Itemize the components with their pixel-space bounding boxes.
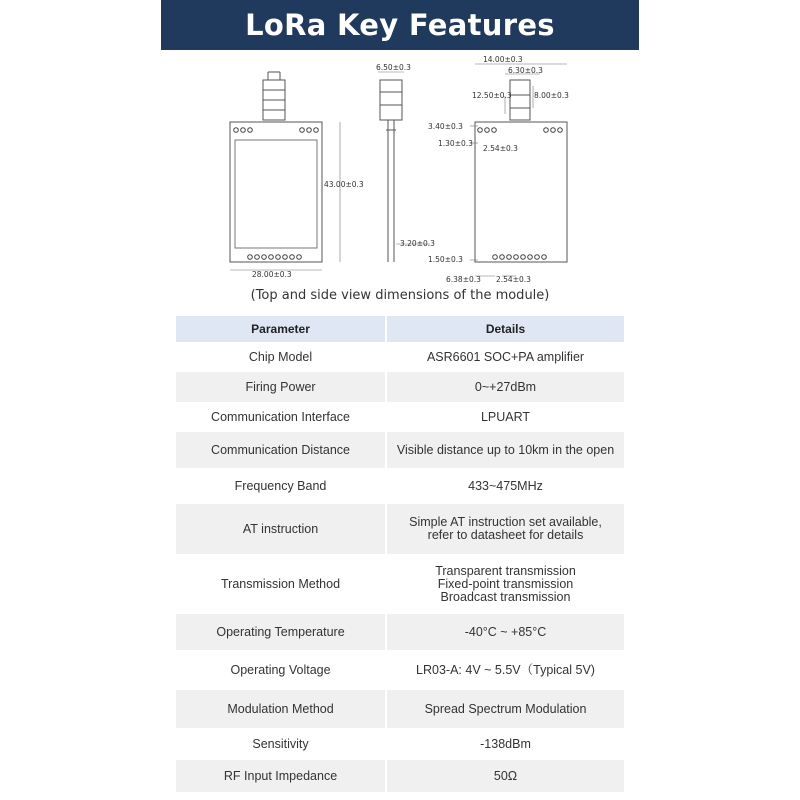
dim-top-height: 43.00±0.3 xyxy=(324,180,364,189)
dim-antenna-base: 8.00±0.3 xyxy=(534,91,569,100)
module-back-outline xyxy=(475,122,567,262)
table-row xyxy=(176,650,624,690)
table-row xyxy=(176,614,624,650)
page-title: LoRa Key Features xyxy=(245,8,555,42)
dim-bottom-left-offset: 6.38±0.3 xyxy=(446,275,481,284)
details-cell: ASR6601 SOC+PA amplifier xyxy=(426,349,585,364)
parameter-cell: Modulation Method xyxy=(227,701,334,716)
dim-side-width: 6.50±0.3 xyxy=(376,63,411,72)
details-cell: 50Ω xyxy=(493,768,518,783)
details-cell: 0~+27dBm xyxy=(474,379,537,394)
details-cell: Spread Spectrum Modulation xyxy=(424,701,587,716)
parameter-cell: Frequency Band xyxy=(234,478,327,493)
header-details: Details xyxy=(485,321,526,336)
side-antenna xyxy=(380,80,402,120)
dim-top-width: 28.00±0.3 xyxy=(252,270,292,279)
dim-bottom-pin-offset: 1.50±0.3 xyxy=(428,255,463,264)
dim-antenna-height: 12.50±0.3 xyxy=(472,91,512,100)
module-top-outline xyxy=(230,122,322,262)
parameter-cell: Sensitivity xyxy=(252,736,309,751)
parameter-cell: Operating Temperature xyxy=(216,624,345,639)
table-row xyxy=(176,554,624,614)
dim-back-width: 14.00±0.3 xyxy=(483,55,523,64)
table-row xyxy=(176,342,624,372)
dim-antenna-dia: 6.30±0.3 xyxy=(508,66,543,75)
table-row xyxy=(176,372,624,402)
details-cell: 433~475MHz xyxy=(468,478,543,493)
table-row xyxy=(176,504,624,554)
details-cell: LPUART xyxy=(480,409,531,424)
table-row xyxy=(176,728,624,760)
table-row xyxy=(176,690,624,728)
parameter-cell: Operating Voltage xyxy=(230,662,331,677)
dim-pin-offset-top: 3.40±0.3 xyxy=(428,122,463,131)
parameter-cell: Communication Interface xyxy=(211,409,350,424)
parameter-cell: RF Input Impedance xyxy=(223,768,338,783)
table-row xyxy=(176,468,624,504)
module-dimension-drawing xyxy=(0,50,800,288)
parameter-cell: Firing Power xyxy=(245,379,316,394)
dimension-svg xyxy=(0,50,800,288)
table-header-row xyxy=(176,316,624,342)
parameter-cell: Communication Distance xyxy=(211,442,350,457)
parameter-cell: AT instruction xyxy=(242,521,319,536)
dim-pin-row-offset: 1.30±0.3 xyxy=(438,139,473,148)
drawing-caption: (Top and side view dimensions of the module) xyxy=(250,288,550,303)
back-antenna xyxy=(510,80,530,120)
shield-can xyxy=(235,140,317,248)
table-row xyxy=(176,402,624,432)
dim-pin-pitch-top: 2.54±0.3 xyxy=(483,144,518,153)
details-cell: LR03-A: 4V ~ 5.5V（Typical 5V) xyxy=(416,662,595,677)
details-cell: Visible distance up to 10km in the open xyxy=(396,442,615,457)
table-row xyxy=(176,432,624,468)
table-row xyxy=(176,760,624,792)
parameter-cell: Chip Model xyxy=(248,349,313,364)
dim-side-pin: 3.20±0.3 xyxy=(400,239,435,248)
details-cell: Simple AT instruction set available, refer to datasheet for details xyxy=(409,515,602,542)
header-parameter: Parameter xyxy=(251,321,310,336)
parameter-cell: Transmission Method xyxy=(221,576,341,591)
details-cell: -40°C ~ +85°C xyxy=(464,624,547,639)
title-banner xyxy=(161,0,639,50)
dim-pin-pitch-bottom: 2.54±0.3 xyxy=(496,275,531,284)
details-cell: -138dBm xyxy=(480,736,531,751)
details-cell: Transparent transmission Fixed-point transmission Broadcast transmission xyxy=(435,563,576,604)
